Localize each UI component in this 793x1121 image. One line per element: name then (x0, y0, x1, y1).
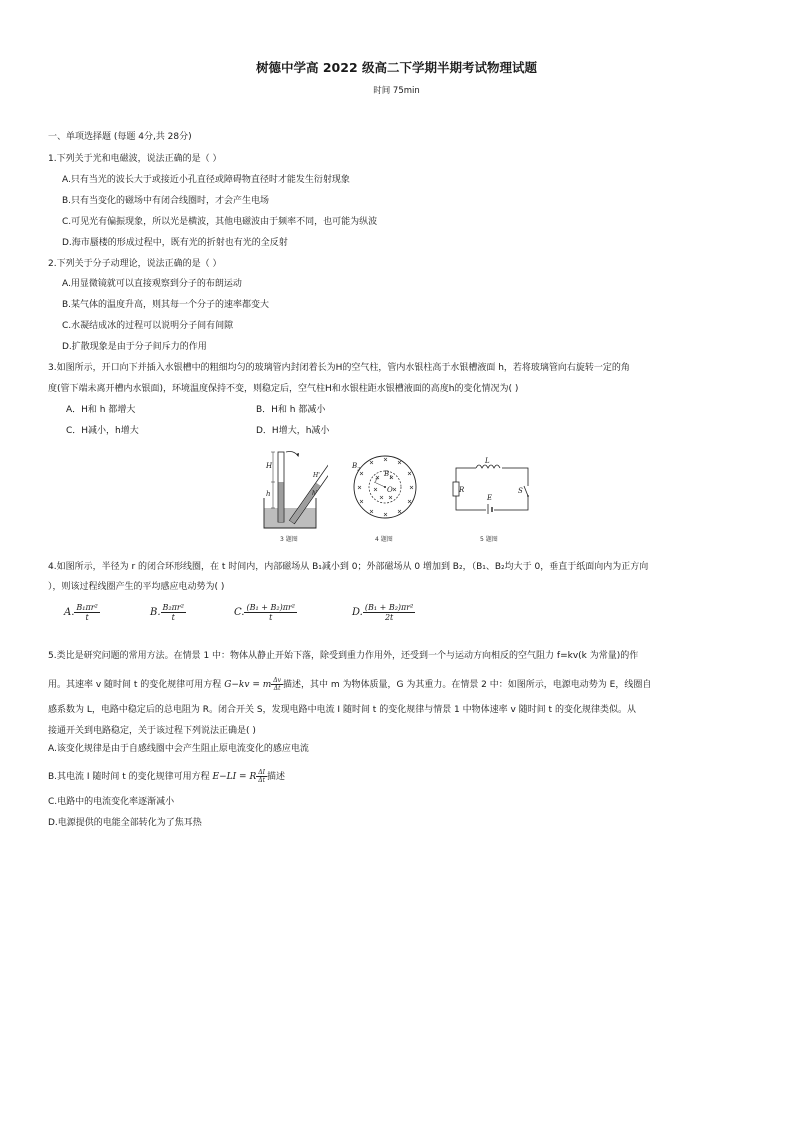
q5-stem-line2: 用。其速率 v 随时间 t 的变化规律可用方程 G−kv = m $\frac{\Delta v}{\Delta t}$ 描述，其中 m 为物体质量，G 为其重力。在情景 2 中：如图所示，电源电动势为 E，线圈自 (48, 677, 652, 692)
fig3-label-h-prime: h' (312, 490, 318, 497)
fig3-label-H: H (266, 462, 273, 470)
q3-option-a: A．H和 h 都增大 (66, 405, 136, 415)
q5-stem-line3: 感系数为 L，电路中稳定后的总电阻为 R。闭合开关 S，发现电路中电流 I 随时间 t 的变化规律与情景 1 中物体速率 v 随时间 t 的变化规律类似。从 (48, 705, 636, 715)
q4-option-b: B. $\frac{\text{B₂πr²}}{t}$ (150, 603, 184, 622)
fig5-label-S: S (518, 487, 523, 495)
q2-stem: 2.下列关于分子动理论，说法正确的是（ ） (48, 259, 222, 269)
fig4-label-O: O (387, 486, 393, 494)
q2-option-b: B.某气体的温度升高，则其每一个分子的速率都变大 (62, 300, 270, 310)
q4-option-d: D. $\frac{\text{(B₁ + B₂)πr²}}{2t}$ (352, 603, 414, 622)
fig4-label-B2: $B_2$ (352, 462, 361, 473)
q4-stem-line2: ），则该过程线圈产生的平均感应电动势为( ) (48, 582, 225, 592)
q1-stem: 1.下列关于光和电磁波，说法正确的是（ ） (48, 154, 222, 164)
fig4-caption: 4 题图 (375, 536, 393, 543)
q1-option-a: A.只有当光的波长大于或接近小孔直径或障碍物直径时才能发生衍射现象 (62, 175, 350, 185)
fig3-caption: 3 题图 (280, 536, 298, 543)
q4-option-c: C. $\frac{\text{(B₁ + B₂)πr²}}{t}$ (234, 603, 295, 622)
fig3-label-h: h (266, 490, 271, 498)
fig5-label-R: R (459, 486, 465, 494)
page-title: 树德中学高 2022 级高二下学期半期考试物理试题 (256, 60, 537, 75)
q5-option-d: D.电源提供的电能全部转化为了焦耳热 (48, 818, 202, 828)
q3-option-b: B．H和 h 都减小 (256, 405, 326, 415)
figure-4-diagram (350, 452, 420, 522)
q3-stem-line1: 3.如图所示，开口向下并插入水银槽中的粗细均匀的玻璃管内封闭着长为H的空气柱，管内水银柱高于水银槽液面 h，若将玻璃管向右旋转一定的角 (48, 363, 630, 373)
q5-stem-line1: 5.类比是研究问题的常用方法。在情景 1 中：物体从静止开始下落，除受到重力作用外，还受到一个与运动方向相反的空气阻力 f=kv(k 为常量)的作 (48, 651, 639, 661)
fig5-caption: 5 题图 (480, 536, 498, 543)
q2-option-d: D.扩散现象是由于分子间斥力的作用 (62, 342, 207, 352)
q3-option-d: D．H增大，h减小 (256, 426, 330, 436)
section-heading: 一、单项选择题 (每题 4分,共 28分) (48, 132, 192, 142)
fig3-label-H-prime: H' (313, 472, 320, 479)
q5-option-a: A.该变化规律是由于自感线圈中会产生阻止原电流变化的感应电流 (48, 744, 309, 754)
q1-option-d: D.海市蜃楼的形成过程中，既有光的折射也有光的全反射 (62, 238, 288, 248)
q5-stem-line4: 接通开关到电路稳定，关于该过程下列说法正确是( ) (48, 726, 256, 736)
q3-option-c: C．H减小，h增大 (66, 426, 139, 436)
q5-option-b: B.其电流 I 随时间 t 的变化规律可用方程 E−LI = R $\frac{\Delta I}{\Delta t}$ 描述 (48, 769, 285, 784)
fig4-label-B1: $B_1$ (384, 470, 393, 481)
q1-option-b: B.只有当变化的磁场中有闭合线圈时，才会产生电场 (62, 196, 270, 206)
q2-option-c: C.水凝结成冰的过程可以说明分子间有间隙 (62, 321, 234, 331)
q2-option-a: A.用显微镜就可以直接观察到分子的布朗运动 (62, 279, 242, 289)
fig5-label-E: E (487, 494, 493, 502)
q4-stem-line1: 4.如图所示，半径为 r 的闭合环形线圈，在 t 时间内，内部磁场从 B₁减小到 0；外部磁场从 0 增加到 B₂，（B₁、B₂均大于 0，垂直于纸面向内为正方向 (48, 562, 649, 572)
exam-time: 时间 75min (373, 86, 420, 96)
fig4-label-r: r (375, 477, 378, 484)
q4-option-a: A. $\frac{\text{B₁πr²}}{t}$ (64, 603, 98, 622)
fig5-label-L: L (485, 457, 490, 465)
q5-option-c: C.电路中的电流变化率逐渐减小 (48, 797, 175, 807)
q3-stem-line2: 度(管下端未离开槽内水银面)，环境温度保持不变，则稳定后，空气柱H和水银柱距水银槽液面的高度h的变化情况为( ) (48, 384, 519, 394)
q1-option-c: C.可见光有偏振现象，所以光是横波，其他电磁波由于频率不同，也可能为纵波 (62, 217, 378, 227)
